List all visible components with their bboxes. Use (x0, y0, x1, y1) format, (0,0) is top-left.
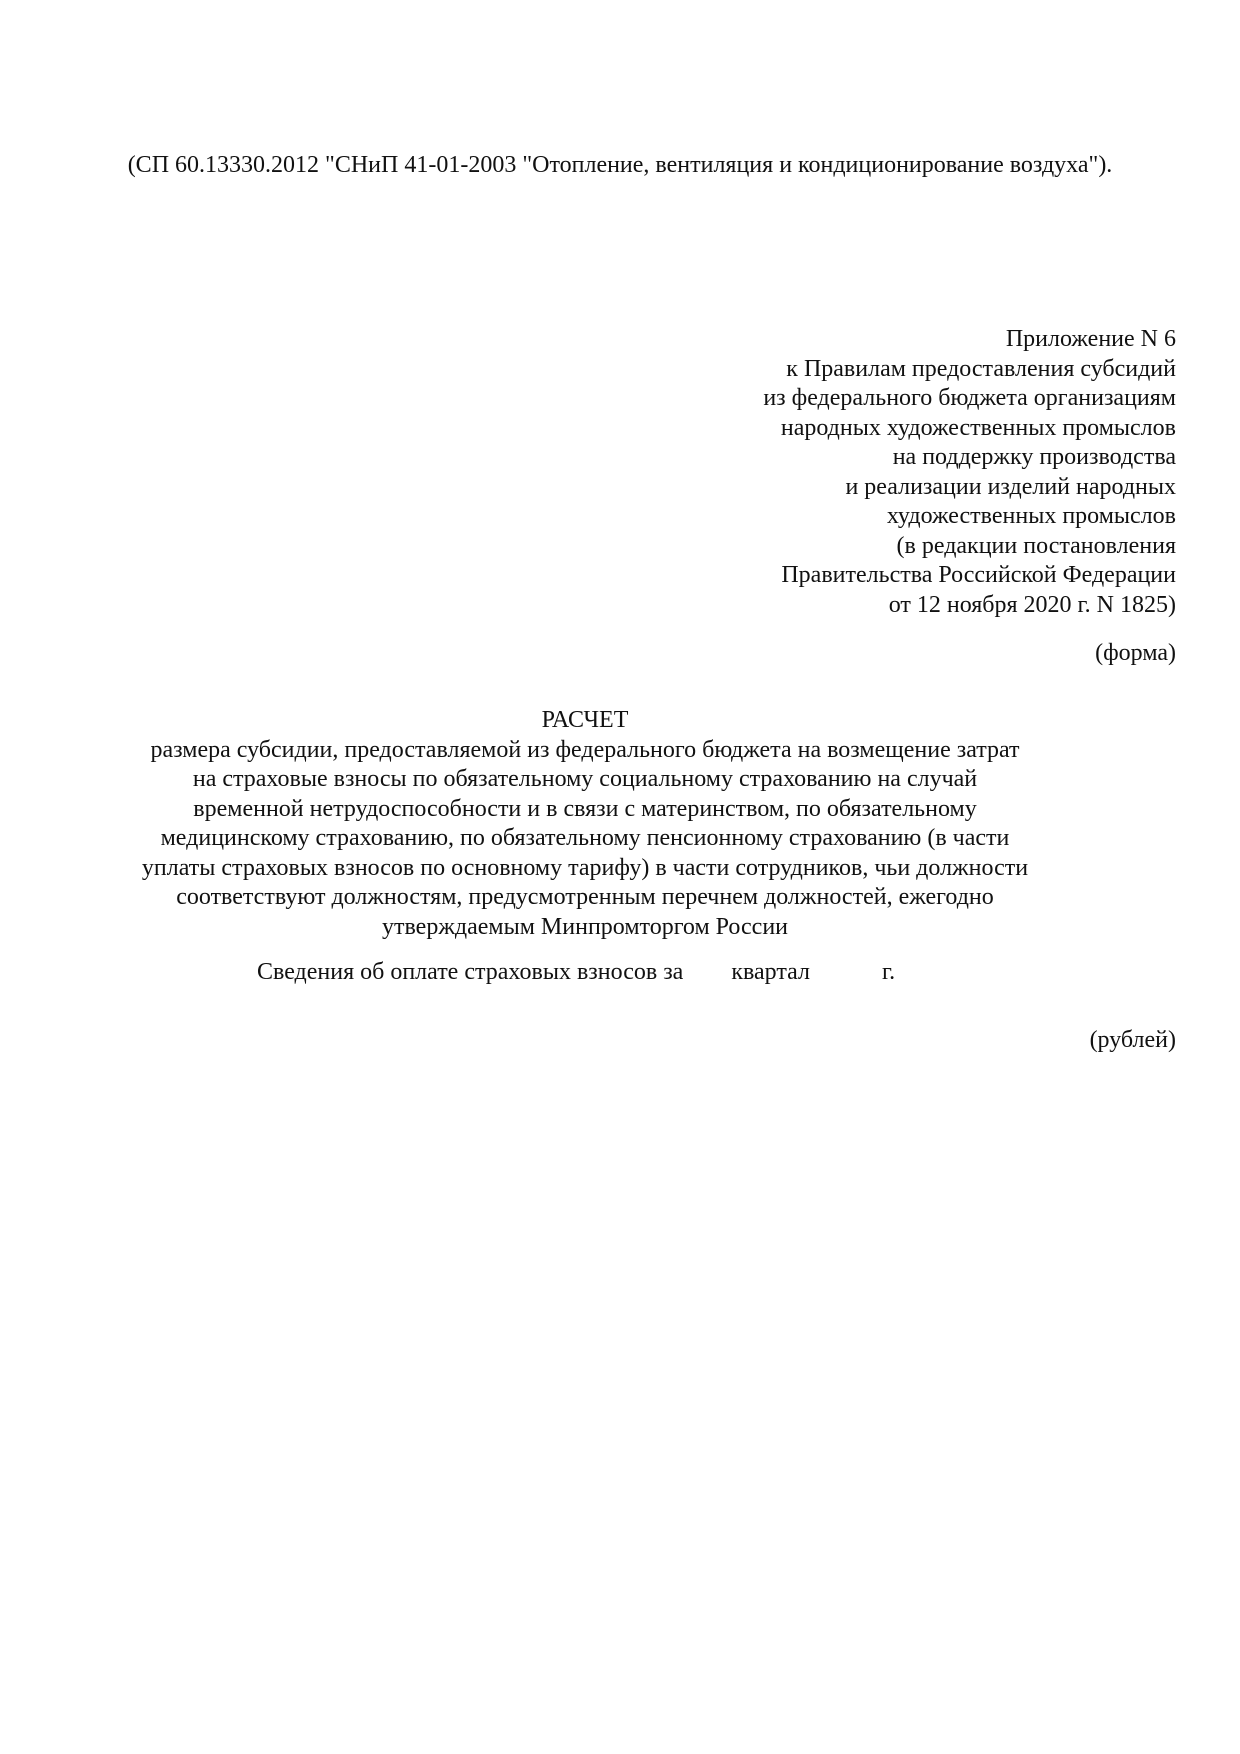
document-title: РАСЧЕТ (541, 707, 629, 733)
title-line: временной нетрудоспособности и в связи с материнством, по обязательному (193, 795, 977, 822)
appendix-line: и реализации изделий народных (845, 473, 1176, 500)
title-line: размера субсидии, предоставляемой из федерального бюджета на возмещение затрат (150, 736, 1020, 763)
units-label: (рублей) (1089, 1027, 1176, 1053)
document-title-block (110, 706, 1060, 942)
appendix-line: (в редакции постановления (896, 532, 1176, 559)
title-line: медицинскому страхованию, по обязательному пенсионному страхованию (в части (160, 825, 1010, 851)
appendix-line: из федерального бюджета организациям (763, 385, 1176, 411)
appendix-line: Приложение N 6 (1005, 326, 1176, 352)
regulation-reference: (СП 60.13330.2012 "СНиП 41-01-2003 "Отопление, вентиляция и кондиционирование воздуха"). (127, 152, 1113, 178)
appendix-line: Правительства Российской Федерации (781, 562, 1176, 588)
appendix-header (763, 325, 1176, 620)
payment-period-line (257, 957, 895, 987)
title-line: утверждаемым Минпромторгом России (381, 913, 789, 940)
appendix-line: художественных промыслов (886, 503, 1176, 529)
appendix-line: к Правилам предоставления субсидий (786, 355, 1176, 382)
appendix-line: от 12 ноября 2020 г. N 1825) (888, 591, 1176, 618)
title-line: соответствуют должностям, предусмотренным перечнем должностей, ежегодно (176, 884, 994, 910)
period-prefix: Сведения об оплате страховых взносов за (257, 959, 684, 985)
appendix-line: народных художественных промыслов (780, 414, 1176, 441)
title-line: на страховые взносы по обязательному социальному страхованию на случай (192, 766, 978, 792)
appendix-line: на поддержку производства (892, 444, 1176, 470)
quarter-label: квартал (731, 959, 810, 985)
title-line: уплаты страховых взносов по основному тарифу) в части сотрудников, чьи должности (141, 854, 1029, 881)
year-suffix: г. (881, 959, 896, 985)
form-label: (форма) (1095, 640, 1176, 666)
